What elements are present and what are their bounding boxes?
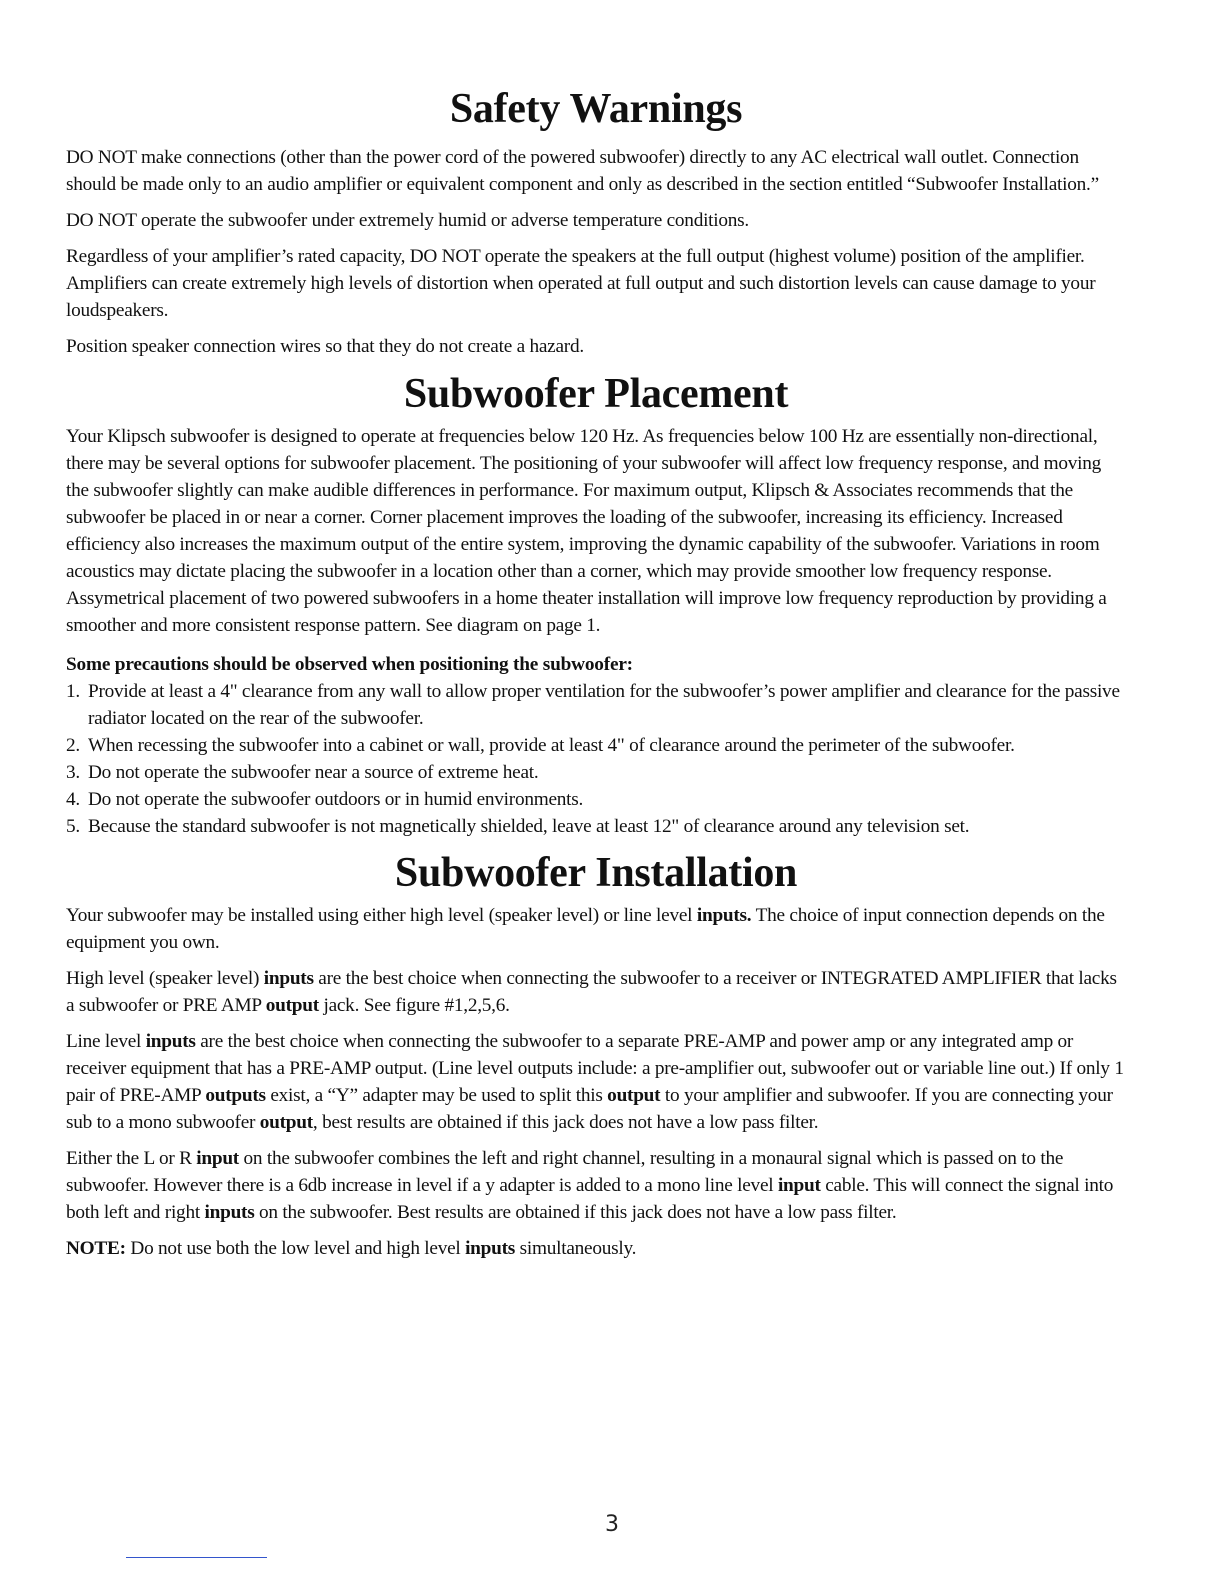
bold-text-run: input bbox=[777, 1175, 821, 1196]
text-run: Do not use both the low level and high level bbox=[125, 1238, 466, 1259]
safety-paragraph-4: Position speaker connection wires so that they do not create a hazard. bbox=[66, 336, 584, 357]
bold-text-run: inputs bbox=[465, 1238, 516, 1259]
text-run: Line level bbox=[66, 1031, 146, 1052]
list-number: 1. bbox=[66, 681, 80, 702]
installation-paragraph-1 bbox=[66, 902, 1126, 956]
bold-text-run: inputs bbox=[263, 968, 314, 989]
installation-paragraph-2 bbox=[66, 965, 1126, 1019]
bold-text-run: output bbox=[259, 1112, 313, 1133]
list-item bbox=[66, 759, 1126, 786]
text-run: on the subwoofer. Best results are obtained if this jack does not have a low pass filter. bbox=[254, 1202, 897, 1223]
text-run: simultaneously. bbox=[515, 1238, 637, 1259]
bold-text-run: input bbox=[196, 1148, 239, 1169]
bold-text-run: output bbox=[607, 1085, 661, 1106]
text-run: , best results are obtained if this jack does not have a low pass filter. bbox=[312, 1112, 819, 1133]
list-text: Do not operate the subwoofer near a source of extreme heat. bbox=[88, 762, 539, 783]
text-run: are the best choice when connecting the subwoofer to a receiver or INTEGRATED AMPLIFIER that lacks a subwoofer or PRE AMP bbox=[66, 968, 1117, 1016]
list-number: 5. bbox=[66, 816, 80, 837]
text-run: are the best choice when connecting the subwoofer to a separate PRE-AMP and power amp or any integrated amp or receiver equipment that has a PRE-AMP output. (Line level outputs include: a pre-amplifier out, subwoofer out or variable line out.) If only 1 pair of PRE-AMP bbox=[66, 1031, 1124, 1106]
list-item bbox=[66, 786, 1126, 813]
precautions-heading: Some precautions should be observed when positioning the subwoofer: bbox=[66, 654, 633, 675]
list-text: Provide at least a 4" clearance from any wall to allow proper ventilation for the subwoofer’s power amplifier and clearance for the passive radiator located on the rear of the subwoofer. bbox=[88, 681, 1120, 729]
safety-warnings-heading: Safety Warnings bbox=[449, 86, 743, 132]
list-number: 2. bbox=[66, 735, 80, 756]
text-run: Either the L or R bbox=[66, 1148, 197, 1169]
subwoofer-placement-heading: Subwoofer Placement bbox=[403, 371, 789, 417]
list-number: 4. bbox=[66, 789, 80, 810]
bold-text-run: output bbox=[265, 995, 319, 1016]
note-label: NOTE: bbox=[66, 1238, 126, 1259]
text-run: to your amplifier and subwoofer. If you are connecting your sub to a mono subwoofer bbox=[66, 1085, 1113, 1133]
list-text: When recessing the subwoofer into a cabinet or wall, provide at least 4" of clearance around the perimeter of the subwoofer. bbox=[88, 735, 1015, 756]
text-run: Your subwoofer may be installed using either high level (speaker level) or line level bbox=[66, 905, 697, 926]
safety-paragraph-2: DO NOT operate the subwoofer under extremely humid or adverse temperature conditions. bbox=[66, 210, 750, 231]
bold-text-run: inputs. bbox=[696, 905, 752, 926]
footer-rule bbox=[126, 1557, 267, 1558]
installation-paragraph-3 bbox=[66, 1028, 1126, 1136]
document-page bbox=[66, 84, 1126, 1271]
subwoofer-installation-heading: Subwoofer Installation bbox=[394, 850, 798, 896]
list-text: Because the standard subwoofer is not magnetically shielded, leave at least 12" of clearance around any television set. bbox=[88, 816, 970, 837]
safety-paragraph-1: DO NOT make connections (other than the power cord of the powered subwoofer) directly to any AC electrical wall outlet. Connection should be made only to an audio amplifier or equivalent component and only as described in the section entitled “Subwoofer Installation.” bbox=[66, 147, 1099, 195]
text-run: on the subwoofer combines the left and right channel, resulting in a monaural signal which is passed on to the subwoofer. However there is a 6db increase in level if a y adapter is added to a mono line level bbox=[66, 1148, 1064, 1196]
text-run: The choice of input connection depends on the equipment you own. bbox=[66, 905, 1105, 953]
list-item bbox=[66, 813, 1126, 840]
list-item bbox=[66, 678, 1126, 732]
installation-note bbox=[66, 1235, 1126, 1262]
safety-paragraph-3: Regardless of your amplifier’s rated capacity, DO NOT operate the speakers at the full output (highest volume) position of the amplifier. Amplifiers can create extremely high levels of distortion when operated at full output and such distortion levels can cause damage to your loudspeakers. bbox=[66, 246, 1096, 321]
text-run: exist, a “Y” adapter may be used to split this bbox=[265, 1085, 608, 1106]
text-run: High level (speaker level) bbox=[66, 968, 264, 989]
list-number: 3. bbox=[66, 762, 80, 783]
bold-text-run: outputs bbox=[205, 1085, 266, 1106]
list-item bbox=[66, 732, 1126, 759]
page-number: 3 bbox=[605, 1512, 619, 1537]
bold-text-run: inputs bbox=[204, 1202, 255, 1223]
list-text: Do not operate the subwoofer outdoors or in humid environments. bbox=[88, 789, 584, 810]
bold-text-run: inputs bbox=[145, 1031, 196, 1052]
precautions-list bbox=[66, 678, 1126, 840]
text-run: jack. See figure #1,2,5,6. bbox=[318, 995, 510, 1016]
text-run: cable. This will connect the signal into both left and right bbox=[66, 1175, 1114, 1223]
placement-paragraph: Your Klipsch subwoofer is designed to operate at frequencies below 120 Hz. As frequencies below 100 Hz are essentially non-directional, there may be several options for subwoofer placement. The positioning of your subwoofer will affect low frequency response, and moving the subwoofer slightly can make audible differences in performance. For maximum output, Klipsch & Associates recommends that the subwoofer be placed in or near a corner. Corner placement improves the loading of the subwoofer, increasing its efficiency. Increased efficiency also increases the maximum output of the entire system, improving the dynamic capability of the subwoofer. Variations in room acoustics may dictate placing the subwoofer in a location other than a corner, which may provide smoother low frequency response. Assymetrical placement of two powered subwoofers in a home theater installation will improve low frequency reproduction by providing a smoother and more consistent response pattern. See diagram on page 1. bbox=[66, 426, 1107, 636]
installation-paragraph-4 bbox=[66, 1145, 1126, 1226]
